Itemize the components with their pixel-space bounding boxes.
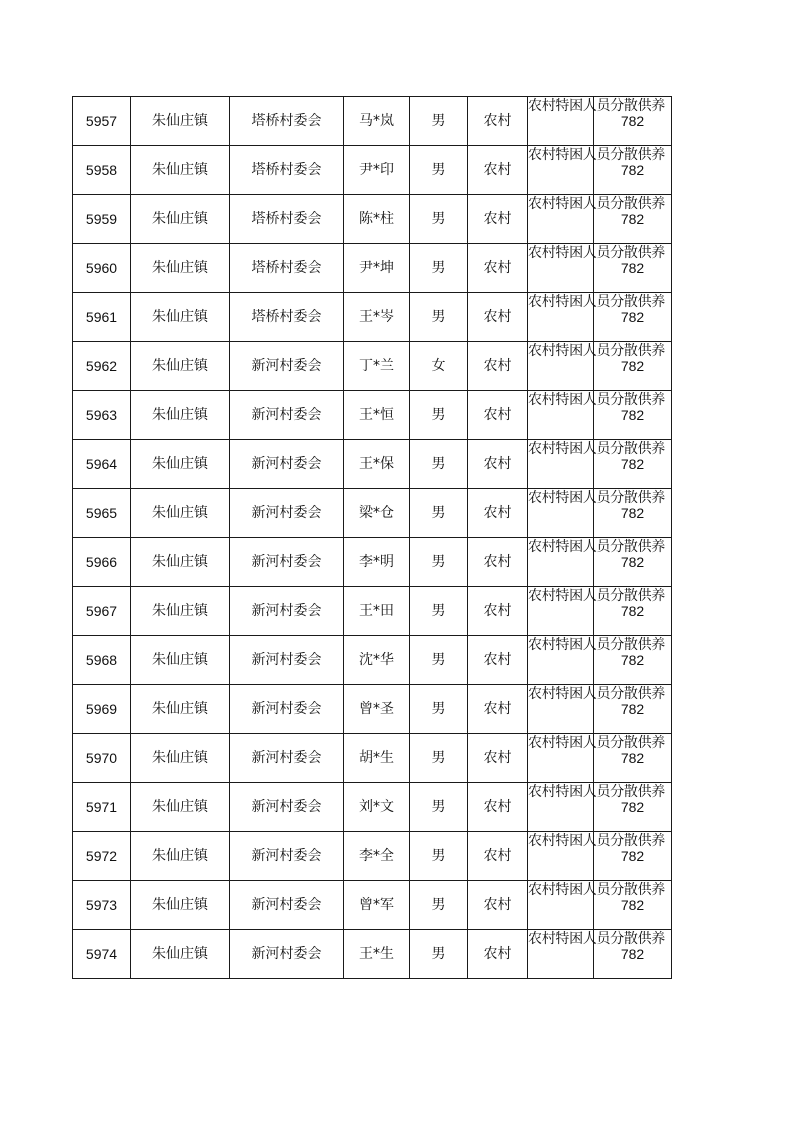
cell-amount: 782 [594, 636, 672, 685]
support-category-text: 农村特困人员分散供养 [528, 392, 665, 408]
cell-serial-number: 5960 [73, 244, 131, 293]
cell-person-name: 陈*柱 [344, 195, 410, 244]
cell-amount: 782 [594, 440, 672, 489]
cell-village: 新河村委会 [230, 636, 344, 685]
cell-person-name: 王*恒 [344, 391, 410, 440]
support-category-text: 农村特困人员分散供养 [528, 882, 665, 898]
support-category-text: 农村特困人员分散供养 [528, 245, 665, 261]
cell-serial-number: 5958 [73, 146, 131, 195]
table-row [73, 489, 672, 538]
cell-town: 朱仙庄镇 [131, 391, 230, 440]
cell-town: 朱仙庄镇 [131, 489, 230, 538]
cell-amount: 782 [594, 195, 672, 244]
table-row [73, 587, 672, 636]
cell-amount: 782 [594, 587, 672, 636]
cell-person-name: 王*岑 [344, 293, 410, 342]
table-row [73, 244, 672, 293]
support-category-text: 农村特困人员分散供养 [528, 441, 665, 457]
cell-serial-number: 5971 [73, 783, 131, 832]
cell-serial-number: 5967 [73, 587, 131, 636]
cell-area-type: 农村 [468, 391, 528, 440]
support-category-text: 农村特困人员分散供养 [528, 196, 665, 212]
table-row [73, 195, 672, 244]
cell-serial-number: 5968 [73, 636, 131, 685]
cell-person-name: 梁*仓 [344, 489, 410, 538]
support-category-text: 农村特困人员分散供养 [528, 735, 665, 751]
support-category-text: 农村特困人员分散供养 [528, 294, 665, 310]
cell-area-type: 农村 [468, 195, 528, 244]
cell-gender: 男 [410, 244, 468, 293]
cell-gender: 男 [410, 587, 468, 636]
table-row [73, 685, 672, 734]
cell-serial-number: 5965 [73, 489, 131, 538]
cell-amount: 782 [594, 783, 672, 832]
cell-serial-number: 5961 [73, 293, 131, 342]
cell-person-name: 曾*圣 [344, 685, 410, 734]
cell-serial-number: 5964 [73, 440, 131, 489]
cell-gender: 男 [410, 734, 468, 783]
cell-area-type: 农村 [468, 538, 528, 587]
cell-amount: 782 [594, 146, 672, 195]
cell-village: 塔桥村委会 [230, 97, 344, 146]
cell-gender: 男 [410, 146, 468, 195]
cell-person-name: 曾*军 [344, 881, 410, 930]
cell-town: 朱仙庄镇 [131, 734, 230, 783]
table-row [73, 293, 672, 342]
cell-village: 新河村委会 [230, 342, 344, 391]
table-row [73, 636, 672, 685]
table-row [73, 783, 672, 832]
table-row [73, 832, 672, 881]
cell-amount: 782 [594, 832, 672, 881]
cell-amount: 782 [594, 293, 672, 342]
cell-person-name: 胡*生 [344, 734, 410, 783]
cell-area-type: 农村 [468, 489, 528, 538]
table-row [73, 97, 672, 146]
cell-amount: 782 [594, 97, 672, 146]
cell-village: 新河村委会 [230, 832, 344, 881]
cell-amount: 782 [594, 930, 672, 979]
cell-serial-number: 5957 [73, 97, 131, 146]
cell-town: 朱仙庄镇 [131, 440, 230, 489]
cell-amount: 782 [594, 391, 672, 440]
cell-village: 新河村委会 [230, 391, 344, 440]
cell-person-name: 李*明 [344, 538, 410, 587]
cell-village: 新河村委会 [230, 685, 344, 734]
cell-village: 塔桥村委会 [230, 293, 344, 342]
cell-village: 新河村委会 [230, 930, 344, 979]
cell-serial-number: 5972 [73, 832, 131, 881]
table-row [73, 734, 672, 783]
cell-gender: 男 [410, 930, 468, 979]
beneficiary-table [72, 96, 672, 979]
cell-gender: 男 [410, 832, 468, 881]
cell-person-name: 李*全 [344, 832, 410, 881]
cell-town: 朱仙庄镇 [131, 832, 230, 881]
cell-village: 新河村委会 [230, 489, 344, 538]
cell-town: 朱仙庄镇 [131, 881, 230, 930]
cell-town: 朱仙庄镇 [131, 195, 230, 244]
table-row [73, 391, 672, 440]
cell-town: 朱仙庄镇 [131, 587, 230, 636]
cell-serial-number: 5962 [73, 342, 131, 391]
support-category-text: 农村特困人员分散供养 [528, 343, 665, 359]
cell-village: 新河村委会 [230, 783, 344, 832]
cell-village: 新河村委会 [230, 538, 344, 587]
table-row [73, 440, 672, 489]
cell-area-type: 农村 [468, 146, 528, 195]
table-row [73, 881, 672, 930]
cell-gender: 男 [410, 636, 468, 685]
cell-amount: 782 [594, 489, 672, 538]
cell-gender: 男 [410, 440, 468, 489]
cell-town: 朱仙庄镇 [131, 146, 230, 195]
cell-gender: 男 [410, 97, 468, 146]
cell-area-type: 农村 [468, 293, 528, 342]
cell-area-type: 农村 [468, 783, 528, 832]
cell-person-name: 尹*坤 [344, 244, 410, 293]
cell-area-type: 农村 [468, 440, 528, 489]
cell-village: 新河村委会 [230, 440, 344, 489]
cell-serial-number: 5970 [73, 734, 131, 783]
cell-area-type: 农村 [468, 685, 528, 734]
table-row [73, 538, 672, 587]
support-category-text: 农村特困人员分散供养 [528, 98, 665, 114]
support-category-text: 农村特困人员分散供养 [528, 637, 665, 653]
cell-village: 塔桥村委会 [230, 244, 344, 293]
cell-town: 朱仙庄镇 [131, 538, 230, 587]
table-row [73, 930, 672, 979]
cell-amount: 782 [594, 685, 672, 734]
cell-area-type: 农村 [468, 881, 528, 930]
cell-gender: 男 [410, 195, 468, 244]
cell-person-name: 王*生 [344, 930, 410, 979]
cell-person-name: 王*田 [344, 587, 410, 636]
cell-serial-number: 5974 [73, 930, 131, 979]
cell-area-type: 农村 [468, 636, 528, 685]
cell-person-name: 尹*印 [344, 146, 410, 195]
cell-amount: 782 [594, 881, 672, 930]
cell-gender: 男 [410, 881, 468, 930]
cell-town: 朱仙庄镇 [131, 636, 230, 685]
cell-area-type: 农村 [468, 734, 528, 783]
cell-village: 新河村委会 [230, 587, 344, 636]
cell-area-type: 农村 [468, 244, 528, 293]
cell-amount: 782 [594, 244, 672, 293]
cell-gender: 男 [410, 489, 468, 538]
cell-gender: 男 [410, 685, 468, 734]
cell-gender: 女 [410, 342, 468, 391]
cell-town: 朱仙庄镇 [131, 244, 230, 293]
cell-village: 新河村委会 [230, 881, 344, 930]
cell-serial-number: 5959 [73, 195, 131, 244]
support-category-text: 农村特困人员分散供养 [528, 490, 665, 506]
cell-person-name: 马*岚 [344, 97, 410, 146]
cell-person-name: 沈*华 [344, 636, 410, 685]
cell-village: 塔桥村委会 [230, 146, 344, 195]
table-body [73, 97, 672, 979]
cell-person-name: 丁*兰 [344, 342, 410, 391]
cell-area-type: 农村 [468, 832, 528, 881]
cell-town: 朱仙庄镇 [131, 293, 230, 342]
cell-serial-number: 5973 [73, 881, 131, 930]
cell-gender: 男 [410, 293, 468, 342]
cell-gender: 男 [410, 538, 468, 587]
cell-area-type: 农村 [468, 587, 528, 636]
cell-area-type: 农村 [468, 930, 528, 979]
spreadsheet-page [72, 96, 671, 979]
table-row [73, 146, 672, 195]
cell-amount: 782 [594, 538, 672, 587]
cell-village: 新河村委会 [230, 734, 344, 783]
cell-town: 朱仙庄镇 [131, 685, 230, 734]
cell-village: 塔桥村委会 [230, 195, 344, 244]
cell-area-type: 农村 [468, 342, 528, 391]
cell-area-type: 农村 [468, 97, 528, 146]
cell-town: 朱仙庄镇 [131, 930, 230, 979]
cell-serial-number: 5963 [73, 391, 131, 440]
cell-amount: 782 [594, 342, 672, 391]
support-category-text: 农村特困人员分散供养 [528, 686, 665, 702]
support-category-text: 农村特困人员分散供养 [528, 539, 665, 555]
cell-amount: 782 [594, 734, 672, 783]
support-category-text: 农村特困人员分散供养 [528, 588, 665, 604]
cell-town: 朱仙庄镇 [131, 783, 230, 832]
support-category-text: 农村特困人员分散供养 [528, 931, 665, 947]
cell-town: 朱仙庄镇 [131, 97, 230, 146]
support-category-text: 农村特困人员分散供养 [528, 833, 665, 849]
cell-serial-number: 5969 [73, 685, 131, 734]
support-category-text: 农村特困人员分散供养 [528, 784, 665, 800]
cell-gender: 男 [410, 783, 468, 832]
cell-serial-number: 5966 [73, 538, 131, 587]
cell-person-name: 王*保 [344, 440, 410, 489]
cell-gender: 男 [410, 391, 468, 440]
cell-town: 朱仙庄镇 [131, 342, 230, 391]
cell-person-name: 刘*文 [344, 783, 410, 832]
table-row [73, 342, 672, 391]
support-category-text: 农村特困人员分散供养 [528, 147, 665, 163]
